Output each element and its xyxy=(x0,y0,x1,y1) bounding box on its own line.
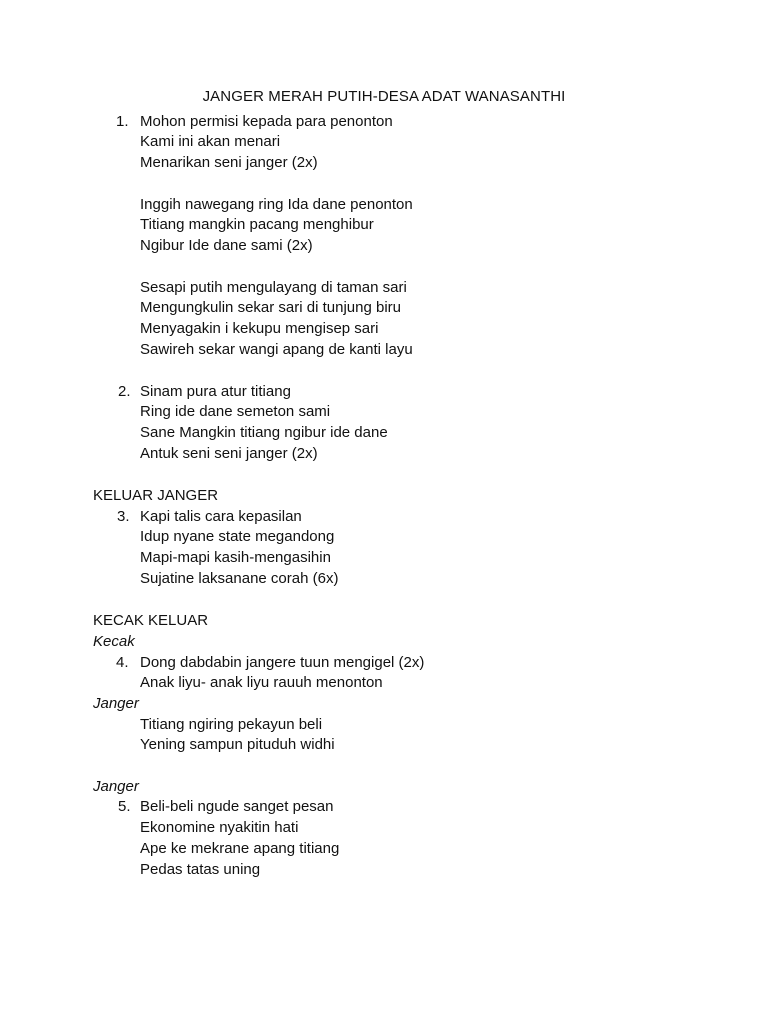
lyric-line: Sinam pura atur titiang xyxy=(140,383,291,400)
lyric-line: Ekonomine nyakitin hati xyxy=(140,819,299,836)
lyric-line: Dong dabdabin jangere tuun mengigel (2x) xyxy=(140,654,425,671)
verse-number-2: 2. xyxy=(118,383,131,400)
lyric-line: Idup nyane state megandong xyxy=(140,528,335,545)
lyric-line: Ring ide dane semeton sami xyxy=(140,403,331,420)
lyric-line: Beli-beli ngude sanget pesan xyxy=(140,798,334,815)
role-label: Janger xyxy=(93,778,139,795)
lyric-line: Titiang mangkin pacang menghibur xyxy=(140,216,374,233)
document-title: JANGER MERAH PUTIH-DESA ADAT WANASANTHI xyxy=(202,88,566,105)
lyric-line: Anak liyu- anak liyu rauuh menonton xyxy=(140,674,383,691)
lyric-line: Sesapi putih mengulayang di taman sari xyxy=(140,279,407,296)
lyric-line: Kami ini akan menari xyxy=(140,133,281,150)
lyric-line: Mohon permisi kepada para penonton xyxy=(140,113,393,130)
lyric-line: Inggih nawegang ring Ida dane penonton xyxy=(140,196,413,213)
role-label: Janger xyxy=(93,695,139,712)
lyric-line: Pedas tatas uning xyxy=(140,861,261,878)
lyric-line: Kapi talis cara kepasilan xyxy=(140,508,302,525)
section-heading: KECAK KELUAR xyxy=(93,612,209,629)
verse-number-5: 5. xyxy=(118,798,131,815)
lyric-line: Antuk seni seni janger (2x) xyxy=(140,445,318,462)
lyric-line: Yening sampun pituduh widhi xyxy=(140,736,335,753)
lyric-line: Ape ke mekrane apang titiang xyxy=(140,840,340,857)
lyric-line: Menyagakin i kekupu mengisep sari xyxy=(140,320,379,337)
lyric-line: Mapi-mapi kasih-mengasihin xyxy=(140,549,331,566)
lyric-line: Titiang ngiring pekayun beli xyxy=(140,716,323,733)
lyric-line: Sujatine laksanane corah (6x) xyxy=(140,570,339,587)
section-heading: KELUAR JANGER xyxy=(93,487,219,504)
lyric-line: Menarikan seni janger (2x) xyxy=(140,154,318,171)
lyric-line: Mengungkulin sekar sari di tunjung biru xyxy=(140,299,401,316)
verse-number-4: 4. xyxy=(116,654,129,671)
lyric-line: Sane Mangkin titiang ngibur ide dane xyxy=(140,424,388,441)
verse-number-1: 1. xyxy=(116,113,129,130)
lyric-line: Ngibur Ide dane sami (2x) xyxy=(140,237,313,254)
verse-number-3: 3. xyxy=(117,508,130,525)
lyric-line: Sawireh sekar wangi apang de kanti layu xyxy=(140,341,413,358)
role-label: Kecak xyxy=(93,633,135,650)
